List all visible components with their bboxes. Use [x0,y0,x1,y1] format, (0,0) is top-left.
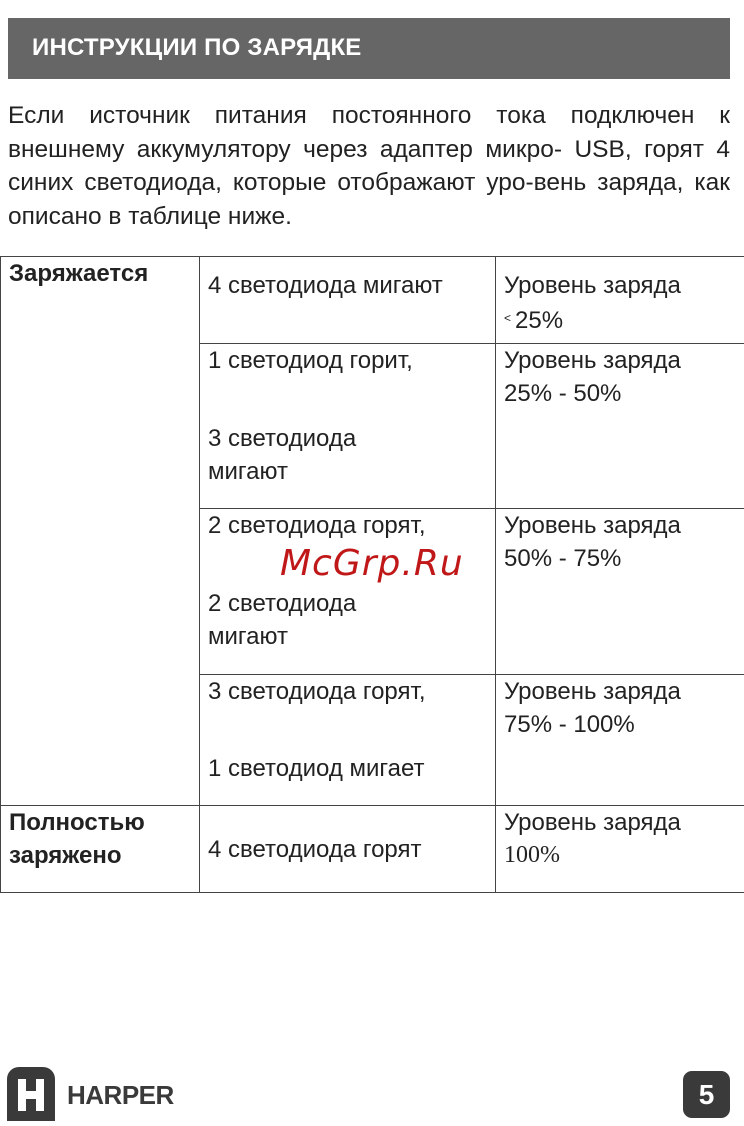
led-state-cell [200,344,496,509]
level-cell [496,257,744,344]
led-state-text: 3 светодиода горят, [208,675,495,708]
level-label: Уровень заряда [504,344,744,377]
level-value: 75% - 100% [504,708,744,741]
level-label: Уровень заряда [504,806,744,839]
led-state-cell [200,257,496,344]
led-state-text: 3 светодиода мигают [208,422,408,488]
charging-status-label: Заряжается [9,260,148,287]
level-value: 25% - 50% [504,377,744,410]
level-cell [496,509,744,675]
section-title: ИНСТРУКЦИИ ПО ЗАРЯДКЕ [32,34,362,62]
full-status-label: Полностью заряжено [9,806,179,872]
led-state-text: 1 светодиод горит, [208,344,495,377]
level-label: Уровень заряда [504,509,744,542]
led-state-text: 1 светодиод мигает [208,752,495,785]
led-state-cell [200,806,496,893]
harper-logo-icon [7,1067,55,1121]
led-state-text: 4 светодиода мигают [208,269,495,302]
level-label: Уровень заряда [504,675,744,708]
charging-status-cell [1,257,200,806]
level-value: < 25% [504,302,744,337]
less-than-mark: < [504,311,515,325]
brand-name: HARPER [67,1080,174,1111]
led-state-cell [200,509,496,675]
level-cell [496,344,744,509]
full-status-cell [1,806,200,893]
table-row [1,806,744,893]
level-label: Уровень заряда [504,269,744,302]
intro-paragraph: Если источник питания постоянного тока подключен к внешнему аккумулятору через адаптер микро- USB, горят 4 синих светодиода, которые отображают уро-вень заряда, как описано в таблице ниже. [8,99,730,233]
level-value: 50% - 75% [504,542,744,575]
led-state-text: 2 светодиода горят, [208,509,495,542]
led-state-text: 2 светодиода мигают [208,587,408,653]
watermark: McGrp.Ru [280,543,464,584]
led-state-cell [200,675,496,806]
page-number: 5 [683,1071,730,1118]
led-state-text: 4 светодиода горят [208,833,495,866]
level-cell [496,806,744,893]
h-letter-icon [7,1067,55,1121]
level-value: 100% [504,839,744,872]
section-header [8,18,730,79]
level-cell [496,675,744,806]
table-row [1,257,744,344]
